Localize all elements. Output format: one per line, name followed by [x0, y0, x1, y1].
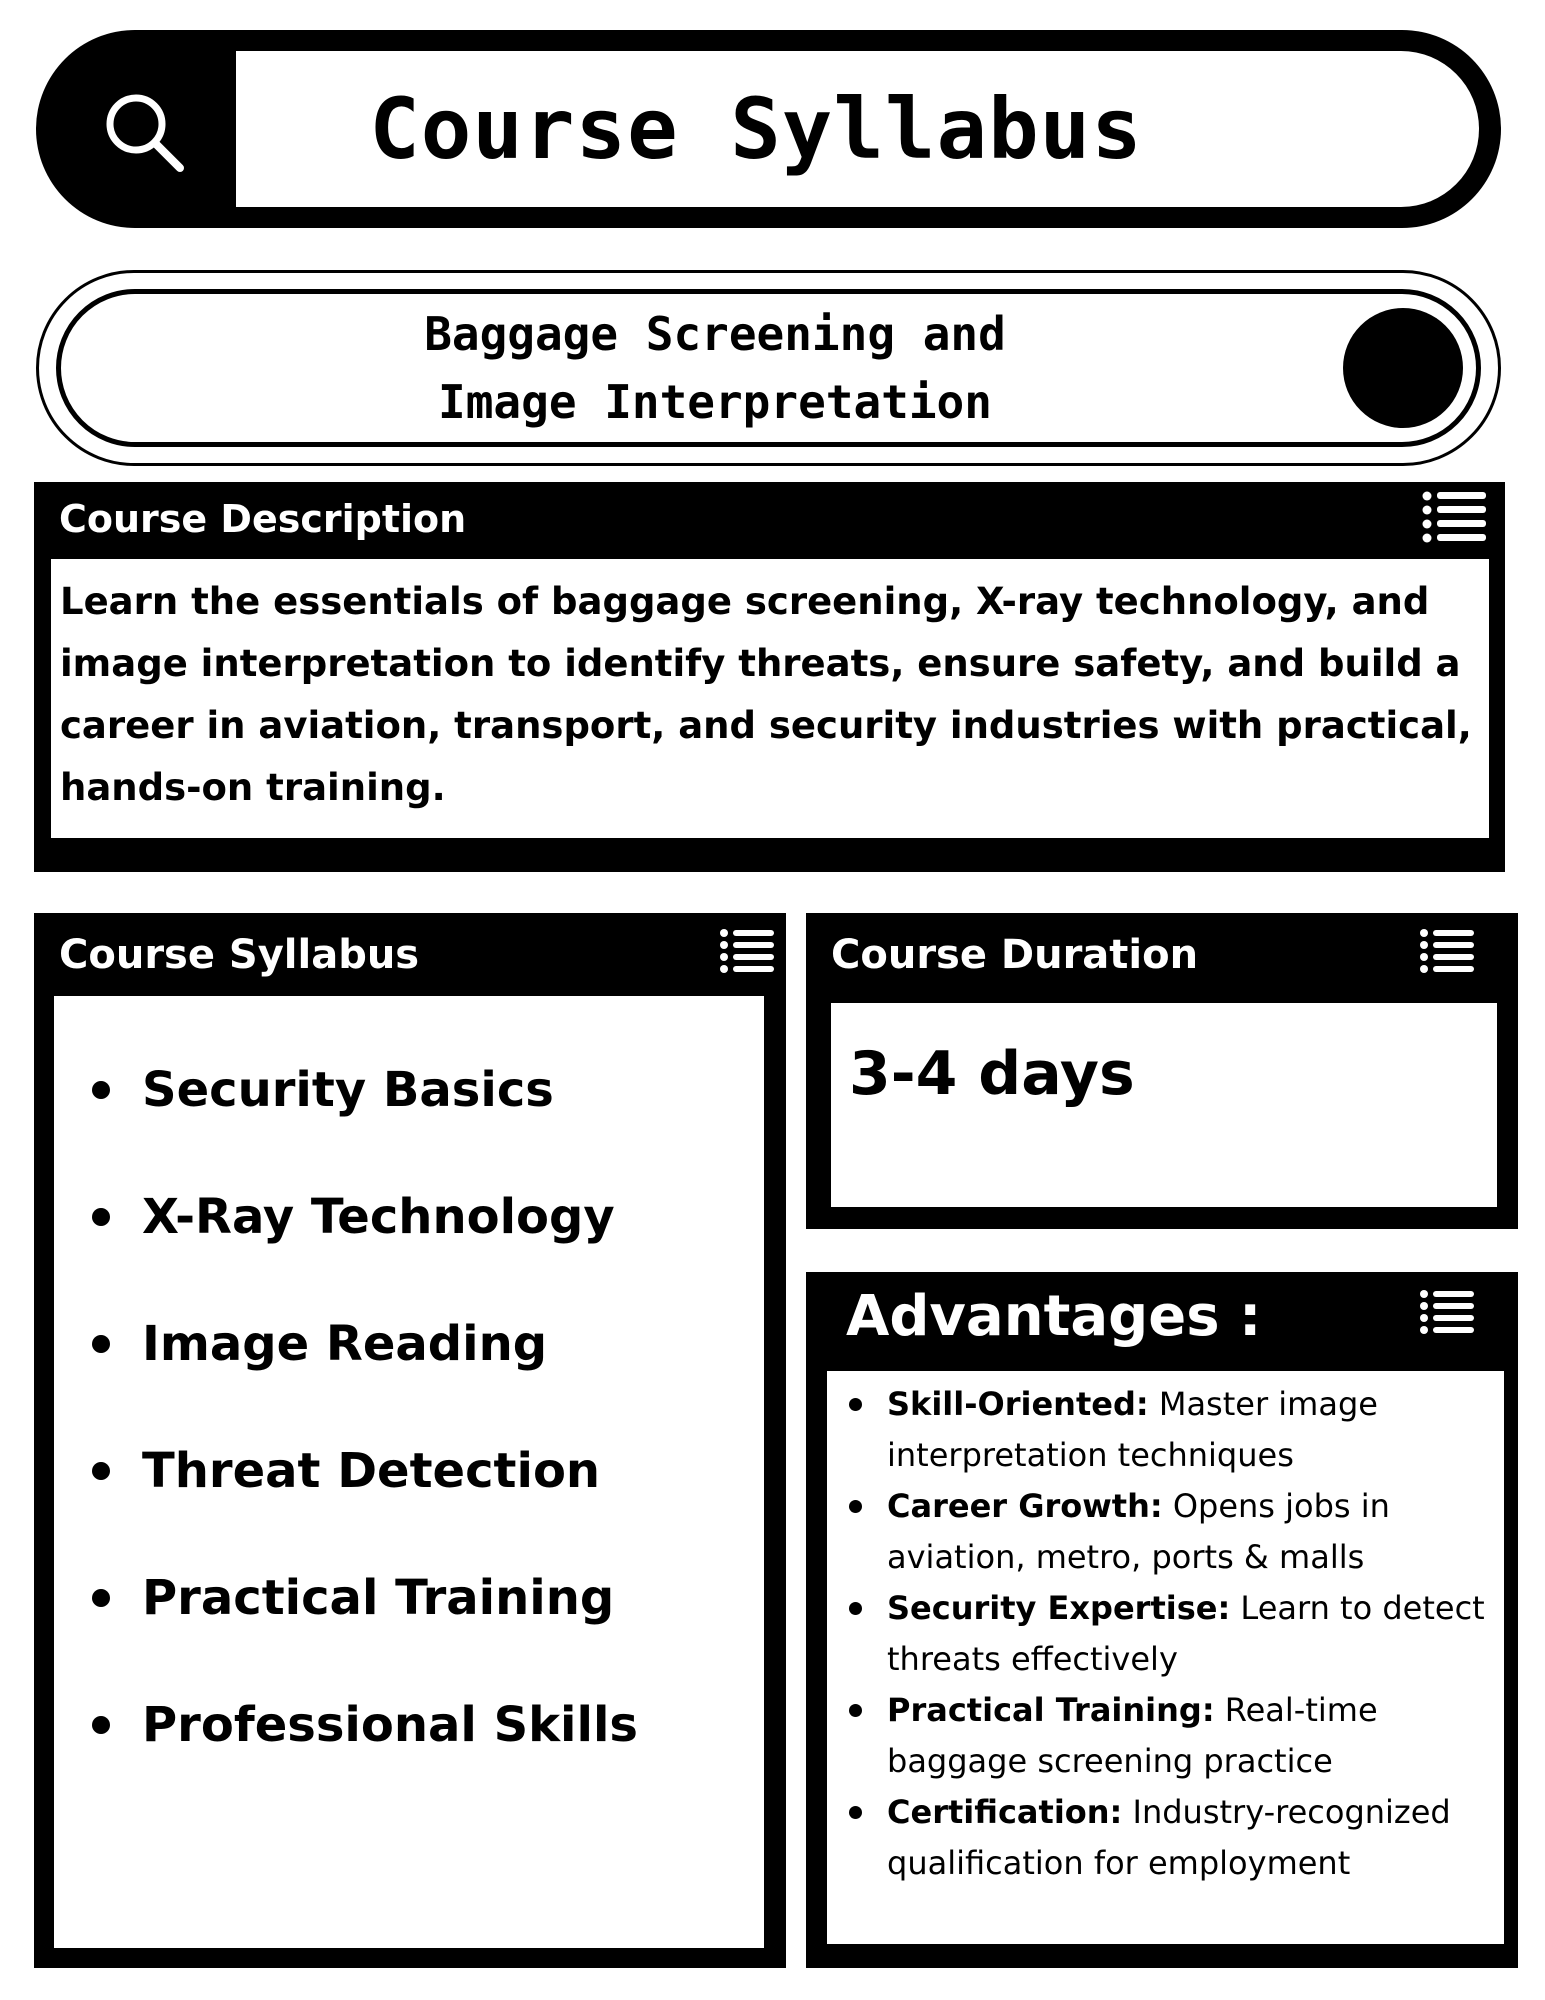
- list-menu-icon: [720, 927, 774, 973]
- bullet-icon: [92, 1716, 110, 1734]
- list-item-label: Threat Detection: [142, 1442, 601, 1499]
- course-syllabus-body: [54, 996, 764, 1948]
- course-description-title: Course Description: [59, 497, 467, 541]
- list-item: [54, 1407, 638, 1534]
- advantages-list: [827, 1379, 1504, 1889]
- advantage-text: Opens jobs in aviation, metro, ports & malls: [887, 1487, 1390, 1576]
- advantage-label: Skill-Oriented:: [887, 1385, 1149, 1423]
- course-name-line-1: Baggage Screening and: [424, 307, 1006, 361]
- course-duration-body: [831, 1003, 1497, 1207]
- course-description-text: Learn the essentials of baggage screening, X-ray technology, and image interpretation to identify threats, ensure safety, and build a career in aviation, transport, and security industries with practical, hands-on training.: [51, 559, 1489, 838]
- course-duration-panel: [806, 913, 1518, 1229]
- circle-dot-icon: [1343, 308, 1463, 428]
- list-item: [54, 1534, 638, 1661]
- list-item: [54, 1661, 638, 1788]
- list-item: [54, 1153, 638, 1280]
- page-title: Course Syllabus: [369, 80, 1143, 178]
- list-menu-icon: [1420, 927, 1474, 973]
- bullet-icon: [849, 1704, 862, 1717]
- advantage-text: Real-time baggage screening practice: [887, 1691, 1378, 1780]
- list-item: [827, 1481, 1504, 1583]
- list-item-label: Professional Skills: [142, 1696, 638, 1753]
- bullet-icon: [849, 1806, 862, 1819]
- list-item: [54, 1280, 638, 1407]
- list-menu-icon: [1420, 1288, 1474, 1334]
- list-item: [827, 1379, 1504, 1481]
- course-duration-title: Course Duration: [831, 932, 1199, 978]
- list-item: [54, 1026, 638, 1153]
- course-duration-value: 3-4 days: [849, 1039, 1135, 1109]
- advantages-title: Advantages :: [846, 1284, 1262, 1349]
- bullet-icon: [849, 1398, 862, 1411]
- advantage-text: Master image interpretation techniques: [887, 1385, 1378, 1474]
- bullet-icon: [92, 1589, 110, 1607]
- list-item-label: Practical Training: [142, 1569, 615, 1626]
- search-icon: [100, 88, 190, 178]
- bullet-icon: [92, 1081, 110, 1099]
- course-syllabus-panel: [34, 913, 786, 1968]
- advantages-body: [827, 1371, 1504, 1944]
- list-item-label: Image Reading: [142, 1315, 548, 1372]
- list-item: [827, 1787, 1504, 1889]
- syllabus-list: [54, 1026, 638, 1788]
- bullet-icon: [92, 1335, 110, 1353]
- list-item-label: Security Basics: [142, 1061, 554, 1118]
- list-item: [827, 1583, 1504, 1685]
- advantage-label: Practical Training:: [887, 1691, 1215, 1729]
- advantage-text: Industry-recognized qualification for employment: [887, 1793, 1451, 1882]
- bullet-icon: [92, 1208, 110, 1226]
- course-syllabus-title: Course Syllabus: [59, 932, 420, 978]
- list-menu-icon: [1422, 490, 1486, 544]
- advantage-text: Learn to detect threats effectively: [887, 1589, 1485, 1678]
- advantages-panel: [806, 1272, 1518, 1968]
- list-item: [827, 1685, 1504, 1787]
- advantage-label: Career Growth:: [887, 1487, 1163, 1525]
- list-item-label: X-Ray Technology: [142, 1188, 615, 1245]
- advantage-label: Security Expertise:: [887, 1589, 1231, 1627]
- advantage-label: Certification:: [887, 1793, 1123, 1831]
- course-description-panel: [34, 482, 1505, 872]
- bullet-icon: [92, 1462, 110, 1480]
- course-name-line-2: Image Interpretation: [438, 375, 992, 429]
- bullet-icon: [849, 1500, 862, 1513]
- course-name: [300, 289, 1130, 447]
- bullet-icon: [849, 1602, 862, 1615]
